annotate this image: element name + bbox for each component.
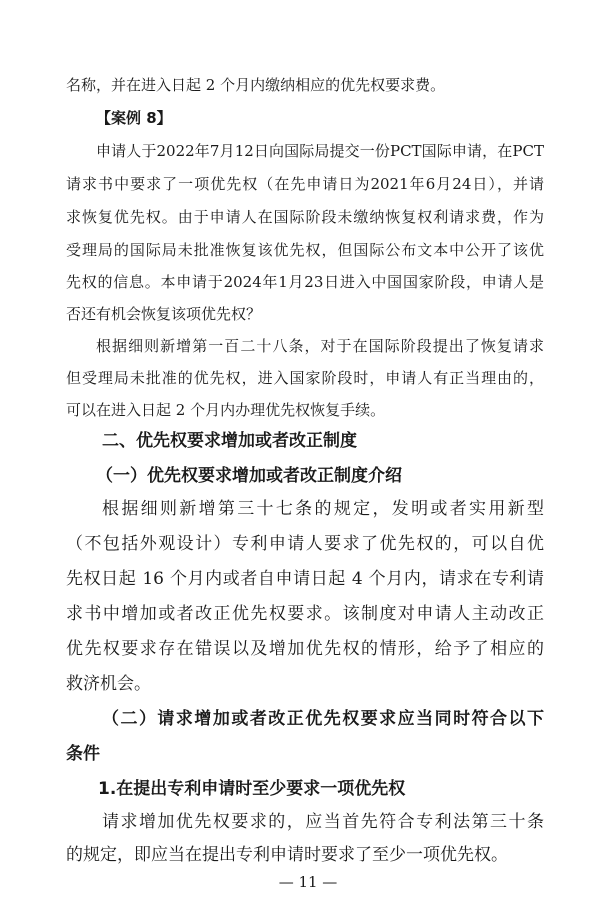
text-line: （不包括外观设计）专利申请人要求了优先权的，可以自优	[66, 534, 544, 554]
text-line: 根据细则新增第一百二十八条，对于在国际阶段提出了恢复请求	[96, 337, 544, 355]
text-line: 请求书中要求了一项优先权（在先申请日为2021年6月24日），并请	[66, 175, 544, 193]
text-line: 先权的信息。本申请于2024年1月23日进入中国国家阶段，申请人是	[66, 273, 544, 291]
text-line: 受理局的国际局未批准恢复该优先权，但国际公布文本中公开了该优	[66, 241, 544, 259]
section-heading: 二、优先权要求增加或者改正制度	[102, 431, 357, 451]
item-heading: 1.在提出专利申请时至少要求一项优先权	[98, 779, 406, 799]
text-line: 救济机会。	[66, 674, 151, 694]
text-line: 但受理局未批准的优先权，进入国家阶段时，申请人有正当理由的，	[66, 369, 544, 387]
case-heading: 【案例 8】	[96, 109, 172, 127]
text-line: 求恢复优先权。由于申请人在国际阶段未缴纳恢复权利请求费，作为	[66, 208, 544, 226]
subsection-heading: （一）优先权要求增加或者改正制度介绍	[96, 466, 402, 486]
text-line: 申请人于2022年7月12日向国际局提交一份PCT国际申请，在PCT	[96, 142, 544, 160]
text-line: 的规定，即应当在提出专利申请时要求了至少一项优先权。	[66, 845, 508, 865]
text-line: 名称，并在进入日起 2 个月内缴纳相应的优先权要求费。	[66, 76, 446, 94]
subsection-heading-cont: 条件	[66, 744, 100, 764]
text-line: 先权日起 16 个月内或者自申请日起 4 个月内，请求在专利请	[66, 569, 544, 589]
page-number: — 11 —	[278, 873, 338, 891]
text-line: 优先权要求存在错误以及增加优先权的情形，给予了相应的	[66, 639, 544, 659]
text-line: 否还有机会恢复该项优先权？	[66, 305, 262, 323]
subsection-heading: （二）请求增加或者改正优先权要求应当同时符合以下	[102, 709, 544, 729]
text-line: 请求增加优先权要求的，应当首先符合专利法第三十条	[102, 812, 544, 832]
text-line: 根据细则新增第三十七条的规定，发明或者实用新型	[102, 499, 544, 519]
text-line: 可以在进入日起 2 个月内办理优先权恢复手续。	[66, 401, 386, 419]
text-line: 求书中增加或者改正优先权要求。该制度对申请人主动改正	[66, 604, 544, 624]
